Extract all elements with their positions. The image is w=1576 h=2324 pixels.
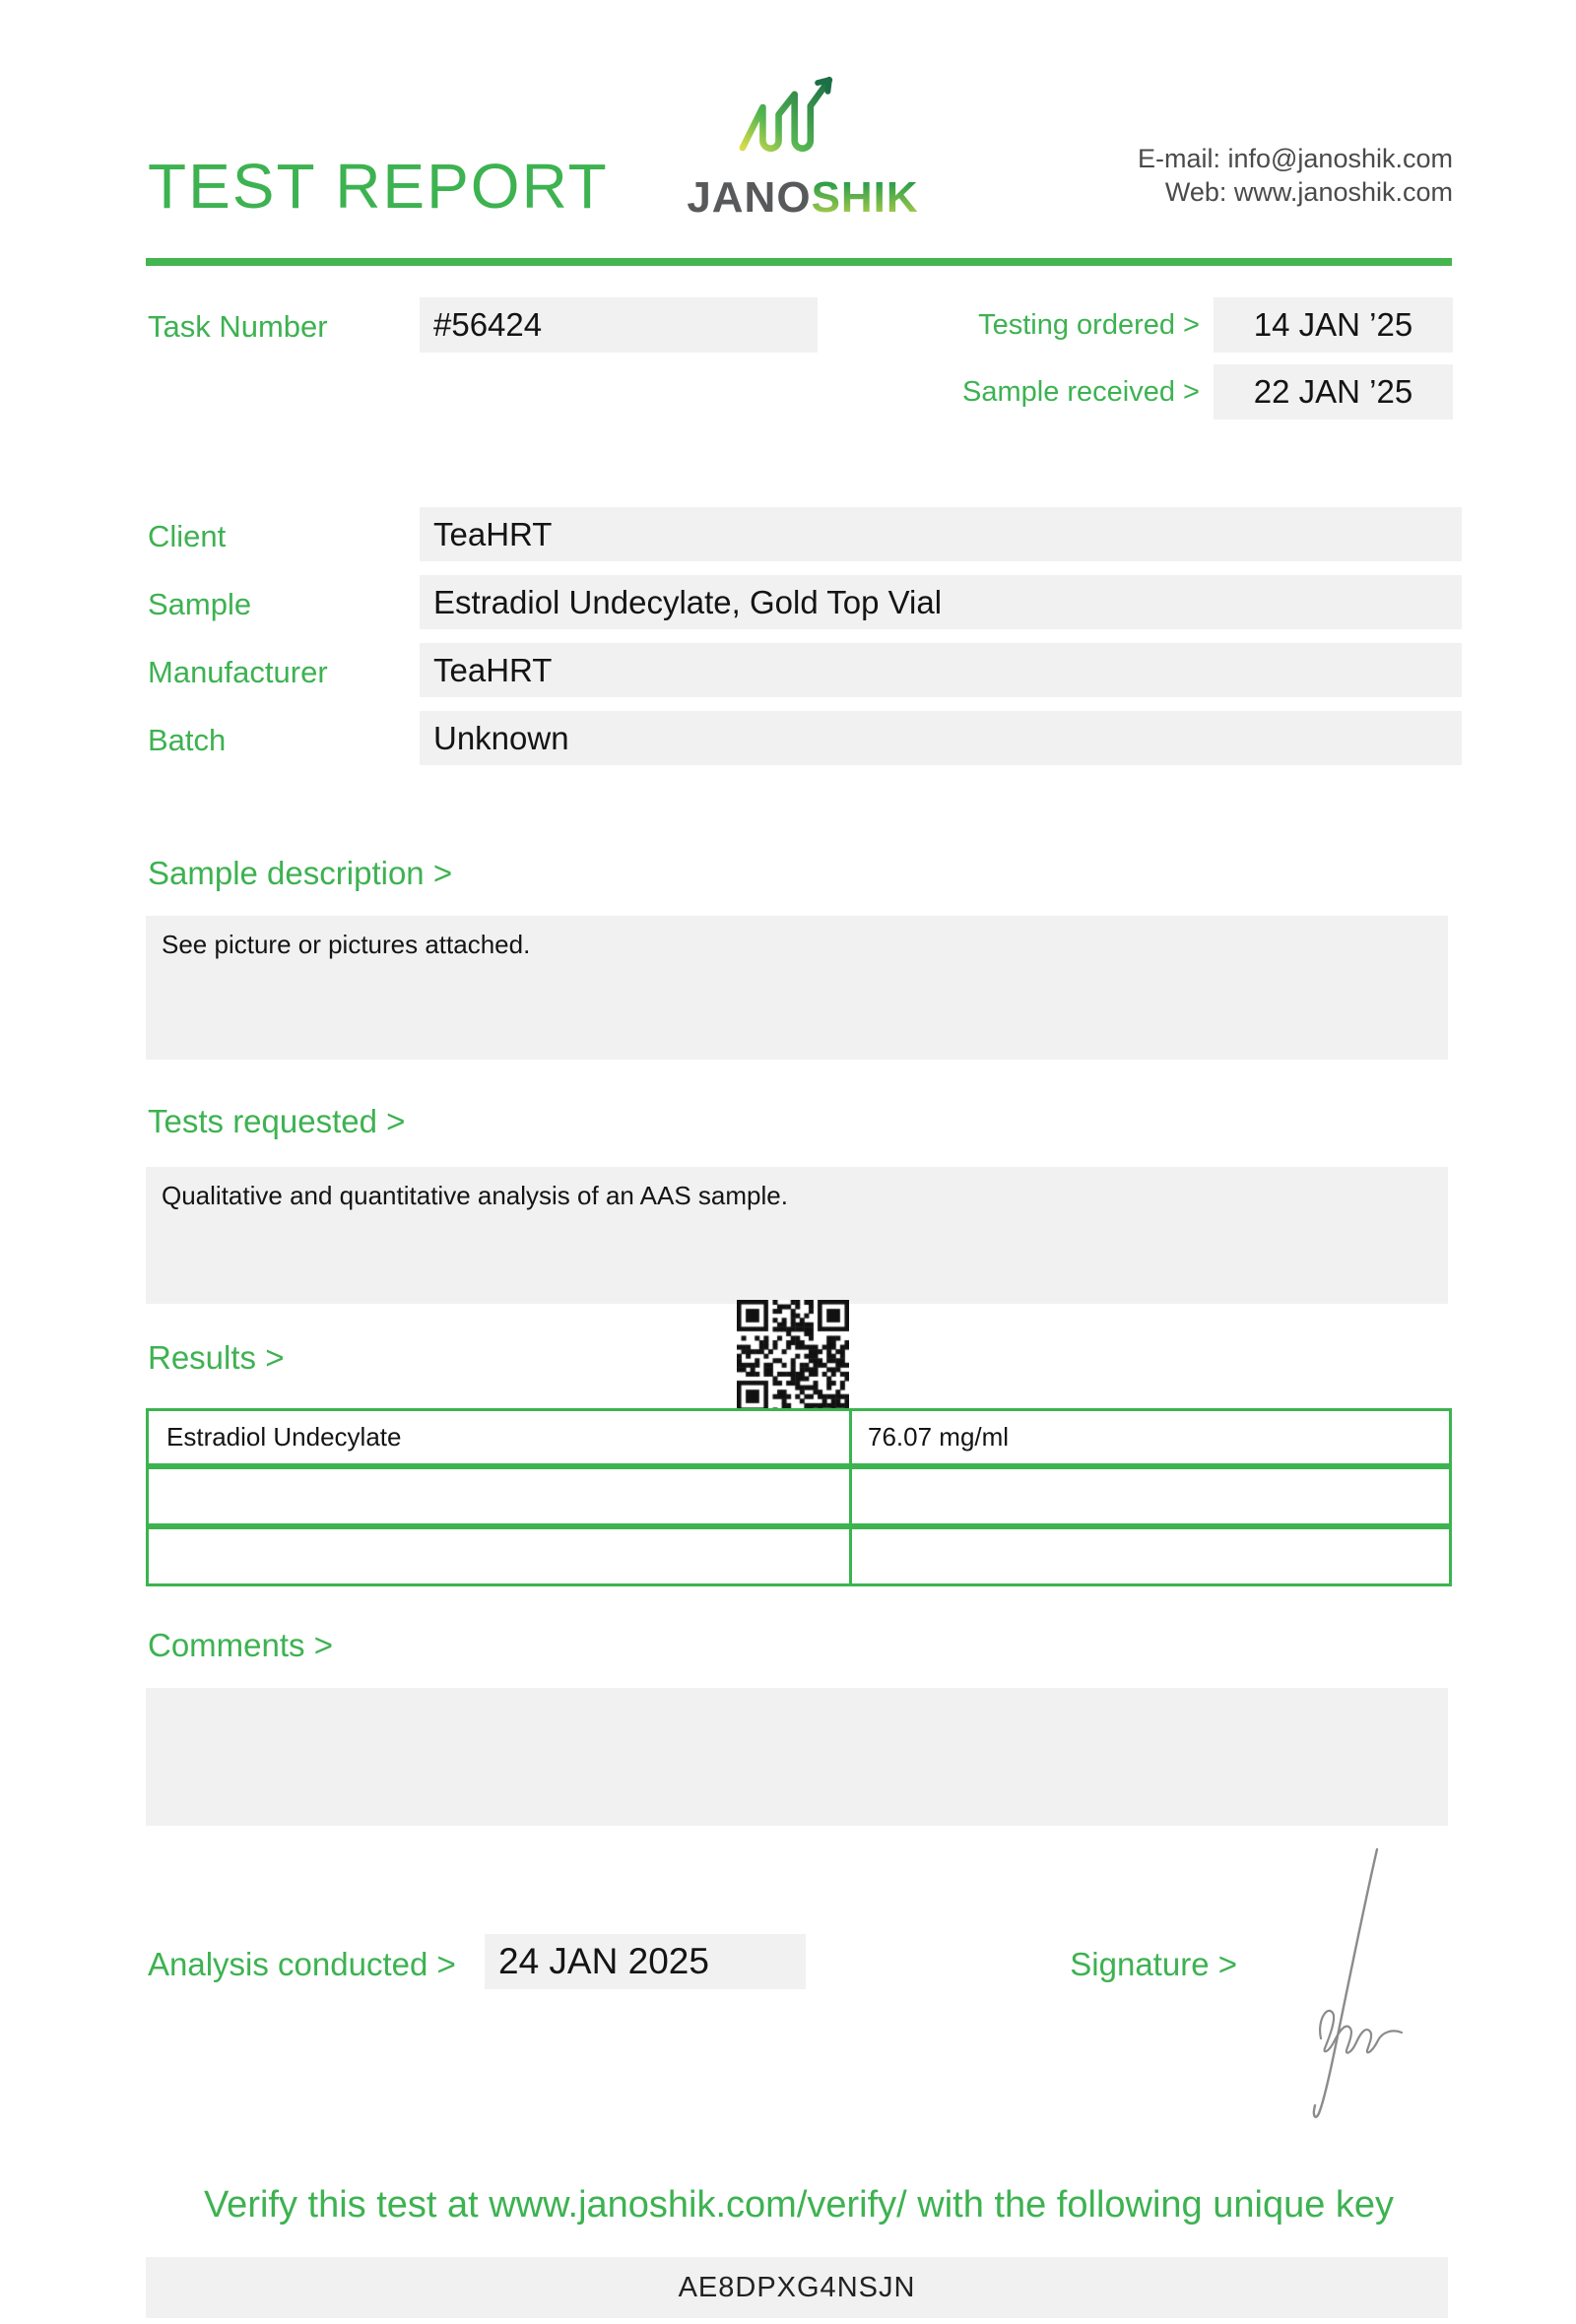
- results-value: 76.07 mg/ml: [868, 1422, 1010, 1452]
- results-row-1: [146, 1408, 1452, 1466]
- sample-description-heading: Sample description >: [148, 855, 453, 891]
- tests-requested-heading: Tests requested >: [148, 1103, 406, 1139]
- analysis-conducted-label: Analysis conducted >: [148, 1946, 456, 1982]
- results-row-2: [146, 1466, 1452, 1526]
- comments-text: [146, 1688, 1448, 1702]
- growth-chart-arrow-icon: [737, 71, 845, 165]
- qr-code: [737, 1300, 849, 1412]
- analysis-date-value: 24 JAN 2025: [485, 1934, 806, 1989]
- tests-requested-text: Qualitative and quantitative analysis of an AAS sample.: [162, 1181, 788, 1210]
- results-value: [852, 1469, 1449, 1523]
- signature-handwriting: [1276, 1843, 1443, 2139]
- contact-block: [1138, 142, 1453, 209]
- logo-jano-text: JANO: [687, 173, 812, 222]
- sample-received-label: Sample received >: [962, 376, 1200, 408]
- manufacturer-label: Manufacturer: [148, 655, 328, 689]
- task-number-label: Task Number: [148, 309, 328, 344]
- sample-value: Estradiol Undecylate, Gold Top Vial: [420, 575, 1462, 629]
- comments-heading: Comments >: [148, 1627, 333, 1663]
- testing-ordered-value: 14 JAN ’25: [1214, 297, 1453, 353]
- logo-shik-text: SHIK: [811, 173, 919, 222]
- client-label: Client: [148, 519, 227, 553]
- testing-ordered-label: Testing ordered >: [978, 309, 1200, 341]
- comments-box: [146, 1688, 1448, 1826]
- client-value: TeaHRT: [420, 507, 1462, 561]
- sample-description-text: See picture or pictures attached.: [162, 930, 531, 959]
- contact-web: Web: www.janoshik.com: [1164, 177, 1453, 207]
- results-analyte: [149, 1529, 849, 1583]
- unique-key-value: AE8DPXG4NSJN: [146, 2257, 1448, 2318]
- contact-email: E-mail: info@janoshik.com: [1137, 144, 1453, 173]
- page-title: TEST REPORT: [148, 151, 609, 222]
- manufacturer-value: TeaHRT: [420, 643, 1462, 697]
- batch-value: Unknown: [420, 711, 1462, 765]
- results-analyte: Estradiol Undecylate: [166, 1422, 402, 1452]
- batch-label: Batch: [148, 723, 227, 757]
- tests-requested-box: [146, 1167, 1448, 1304]
- results-value: [852, 1529, 1449, 1583]
- results-heading: Results >: [148, 1339, 285, 1376]
- results-row-3: [146, 1526, 1452, 1586]
- sample-received-value: 22 JAN ’25: [1214, 364, 1453, 420]
- results-analyte: [149, 1469, 849, 1523]
- verify-instruction: Verify this test at www.janoshik.com/verify/ with the following unique key: [203, 2184, 1395, 2226]
- task-number-value: #56424: [420, 297, 818, 353]
- header-divider: [146, 258, 1452, 266]
- sample-description-box: [146, 916, 1448, 1060]
- signature-label: Signature >: [1070, 1946, 1237, 1982]
- janoshik-logo: [650, 173, 955, 223]
- sample-label: Sample: [148, 587, 252, 621]
